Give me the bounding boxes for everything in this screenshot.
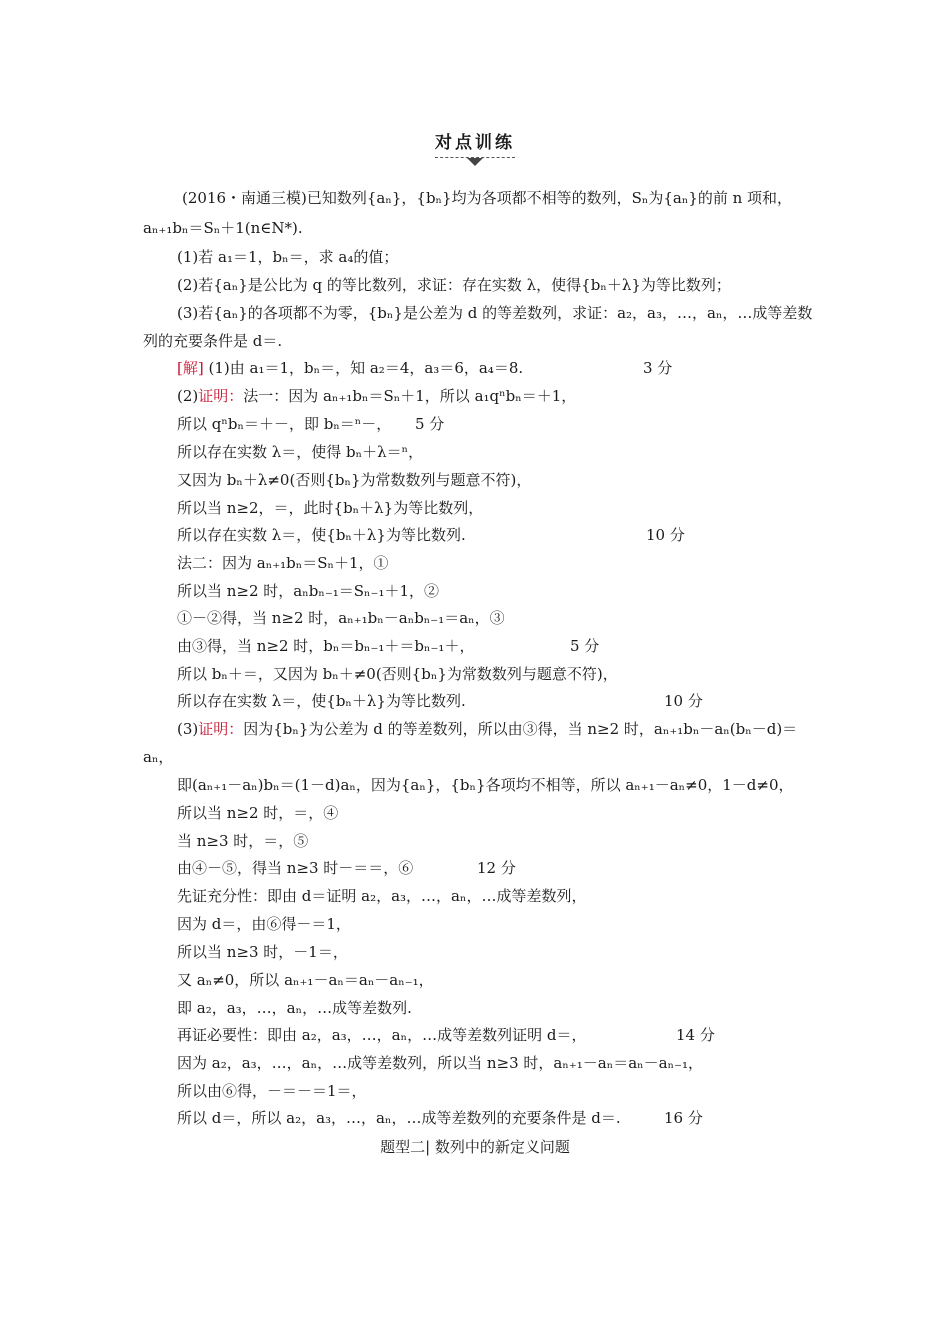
text-line: (2)若{aₙ}是公比为 q 的等比数列，求证：存在实数 λ，使得{bₙ＋λ}为等比数列； xyxy=(177,276,731,294)
text-line: 所以存在实数 λ＝，使得 bₙ＋λ＝ⁿ， xyxy=(177,443,424,461)
text-line: 因为 d＝，由⑥得－＝1， xyxy=(177,915,351,933)
score-mark: 3 分 xyxy=(643,359,673,377)
proof-label: 证明： xyxy=(198,720,244,738)
line-text: (1)由 a₁＝1，bₙ＝，知 a₂＝4，a₃＝6，a₄＝8. xyxy=(203,359,524,377)
text-line: (2016・南通三模)已知数列{aₙ}，{bₙ}均为各项都不相等的数列，Sₙ为{aₙ}的前 n 项和， xyxy=(182,189,793,207)
text-line: 当 n≥3 时，＝，⑤ xyxy=(177,832,309,850)
text-line: 又因为 bₙ＋λ≠0(否则{bₙ}为常数数列与题意不符)， xyxy=(177,471,532,489)
score-mark: 10 分 xyxy=(664,692,703,710)
text-line: aₙ， xyxy=(143,748,174,766)
text-line: 即 a₂，a₃，…，aₙ，…成等差数列. xyxy=(177,999,412,1017)
text-line: 即(aₙ₊₁－aₙ)bₙ＝(1－d)aₙ，因为{aₙ}，{bₙ}各项均不相等，所以 aₙ₊₁－aₙ≠0，1－d≠0， xyxy=(177,776,794,794)
text-line: 所以 qⁿbₙ＝＋－，即 bₙ＝ⁿ－， xyxy=(177,415,392,433)
solution-label: [解] xyxy=(177,359,204,377)
score-mark: 16 分 xyxy=(664,1109,703,1127)
text-line: 又 aₙ≠0，所以 aₙ₊₁－aₙ＝aₙ－aₙ₋₁， xyxy=(177,971,434,989)
score-mark: 14 分 xyxy=(676,1026,715,1044)
text-line: 由④－⑤，得当 n≥3 时－＝＝，⑥ xyxy=(177,859,414,877)
score-mark: 5 分 xyxy=(570,637,600,655)
text-line: 所以由⑥得，－＝－＝1＝， xyxy=(177,1082,367,1100)
text-line: 所以当 n≥2，＝，此时{bₙ＋λ}为等比数列， xyxy=(177,499,484,517)
line-text: 因为{bₙ}为公差为 d 的等差数列，所以由③得，当 n≥2 时，aₙ₊₁bₙ－aₙ(bₙ－d)＝ xyxy=(243,720,798,738)
heading-arrow-icon xyxy=(467,158,483,166)
text-line: 因为 a₂，a₃，…，aₙ，…成等差数列，所以当 n≥3 时，aₙ₊₁－aₙ＝aₙ－aₙ₋₁， xyxy=(177,1054,704,1072)
text-line xyxy=(177,386,576,406)
text-line: 所以 bₙ＋＝，又因为 bₙ＋≠0(否则{bₙ}为常数数列与题意不符)， xyxy=(177,665,618,683)
item-number: (3) xyxy=(177,720,199,738)
line-text: 法一：因为 aₙ₊₁bₙ＝Sₙ＋1，所以 a₁qⁿbₙ＝＋1， xyxy=(243,387,577,405)
text-line: 再证必要性：即由 a₂，a₃，…，aₙ，…成等差数列证明 d＝， xyxy=(177,1026,587,1044)
text-line: 先证充分性：即由 d＝证明 a₂，a₃，…，aₙ，…成等差数列， xyxy=(177,887,587,905)
score-mark: 12 分 xyxy=(477,859,516,877)
item-number: (2) xyxy=(177,387,199,405)
score-mark: 10 分 xyxy=(646,526,685,544)
text-line: 所以当 n≥2 时，＝，④ xyxy=(177,804,339,822)
text-line: 所以当 n≥3 时，－1＝， xyxy=(177,943,348,961)
heading-text: 对点训练 xyxy=(435,133,515,153)
text-line xyxy=(177,358,523,378)
text-line: 法二：因为 aₙ₊₁bₙ＝Sₙ＋1，① xyxy=(177,554,389,572)
text-line: aₙ₊₁bₙ＝Sₙ＋1(n∈N*). xyxy=(143,219,303,237)
text-line: 所以存在实数 λ＝，使{bₙ＋λ}为等比数列. xyxy=(177,526,466,544)
score-mark: 5 分 xyxy=(415,415,445,433)
text-line: 所以存在实数 λ＝，使{bₙ＋λ}为等比数列. xyxy=(177,692,466,710)
text-line: 所以 d＝，所以 a₂，a₃，…，aₙ，…成等差数列的充要条件是 d＝. xyxy=(177,1109,621,1127)
proof-label: 证明： xyxy=(198,387,244,405)
text-line: 由③得，当 n≥2 时，bₙ＝bₙ₋₁＋＝bₙ₋₁＋， xyxy=(177,637,475,655)
text-line: (3)若{aₙ}的各项都不为零，{bₙ}是公差为 d 的等差数列，求证：a₂，a₃，…，aₙ，…成等差数 xyxy=(177,304,813,322)
text-line xyxy=(177,719,797,739)
section-footer-title: 题型二| 数列中的新定义问题 xyxy=(380,1138,570,1156)
section-heading xyxy=(0,128,950,158)
text-line: (1)若 a₁＝1，bₙ＝，求 a₄的值； xyxy=(177,248,399,266)
text-line: 列的充要条件是 d＝. xyxy=(143,332,283,350)
text-line: ①－②得，当 n≥2 时，aₙ₊₁bₙ－aₙbₙ₋₁＝aₙ，③ xyxy=(177,609,505,627)
text-line: 所以当 n≥2 时，aₙbₙ₋₁＝Sₙ₋₁＋1，② xyxy=(177,582,440,600)
